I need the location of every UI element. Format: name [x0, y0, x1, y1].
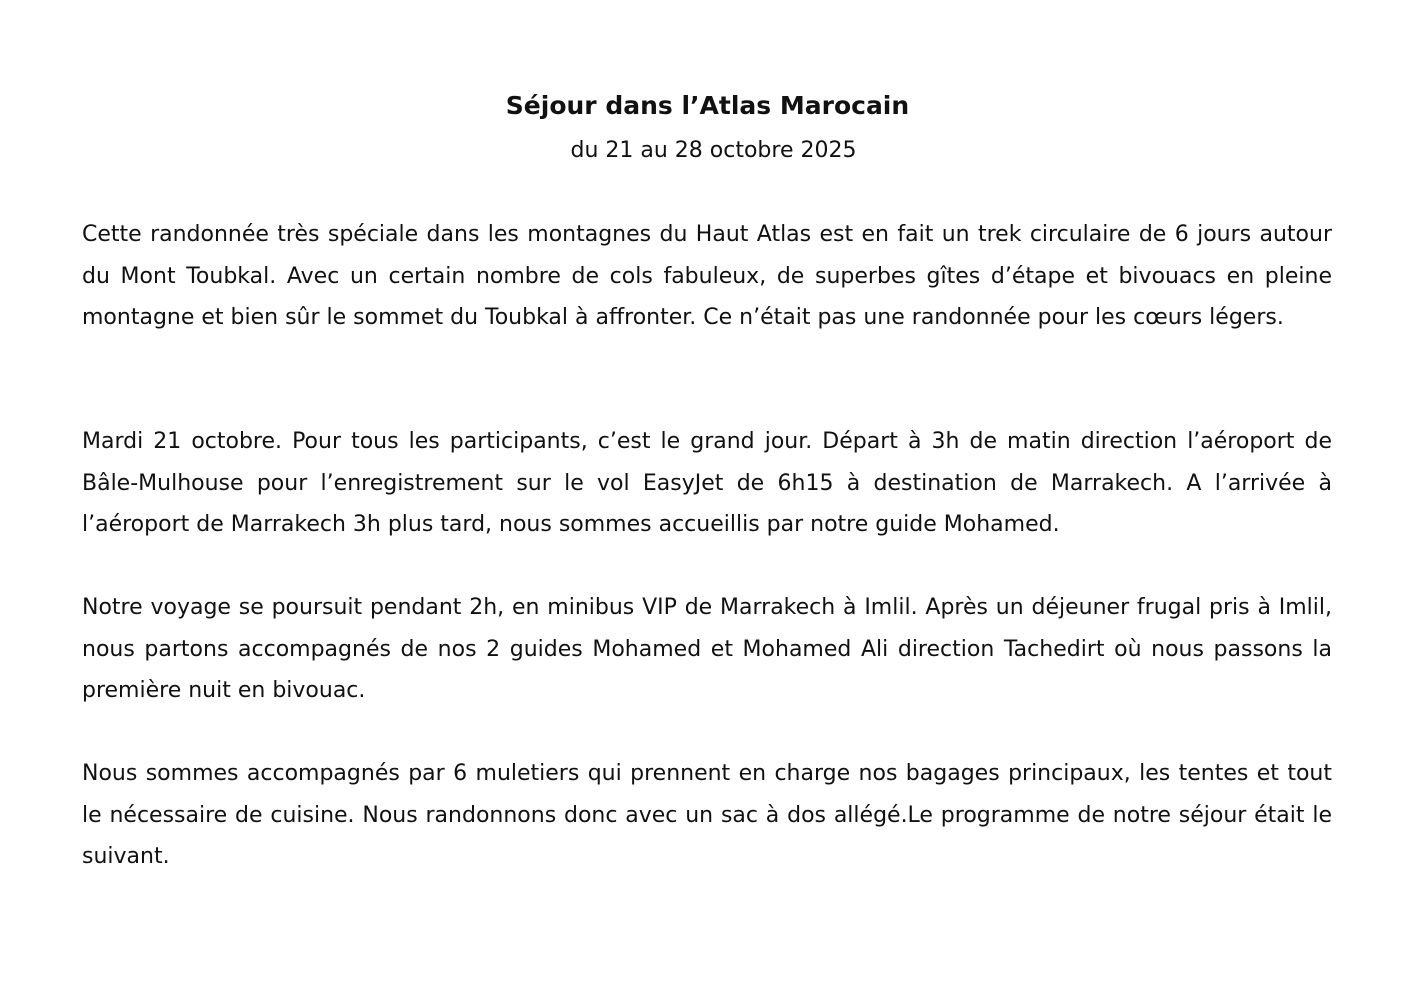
document-title: Séjour dans l’Atlas Marocain: [505, 91, 910, 120]
paragraph-day-one: Mardi 21 octobre. Pour tous les participants, c’est le grand jour. Départ à 3h de matin direction l’aéroport de Bâle-Mulhouse pour l’enregistrement sur le vol EasyJet de 6h15 à destination de Marrakech. A l’arrivée à l’aéroport de Marrakech 3h plus tard, nous sommes accueillis par notre guide Mohamed.: [82, 429, 1332, 537]
paragraph-journey: Notre voyage se poursuit pendant 2h, en minibus VIP de Marrakech à Imlil. Après un déjeuner frugal pris à Imlil, nous partons accompagnés de nos 2 guides Mohamed et Mohamed Ali direction Tachedirt où nous passons la première nuit en bivouac.: [82, 595, 1332, 703]
paragraph-intro: Cette randonnée très spéciale dans les montagnes du Haut Atlas est en fait un trek circulaire de 6 jours autour du Mont Toubkal. Avec un certain nombre de cols fabuleux, de superbes gîtes d’étape et bivouacs en pleine montagne et bien sûr le sommet du Toubkal à affronter. Ce n’était pas une randonnée pour les cœurs légers.: [82, 222, 1332, 330]
paragraph-muleteers: Nous sommes accompagnés par 6 muletiers qui prennent en charge nos bagages principaux, les tentes et tout le nécessaire de cuisine. Nous randonnons donc avec un sac à dos allégé.Le programme de notre séjour était le suivant.: [82, 761, 1332, 869]
document-subtitle: du 21 au 28 octobre 2025: [570, 138, 857, 163]
